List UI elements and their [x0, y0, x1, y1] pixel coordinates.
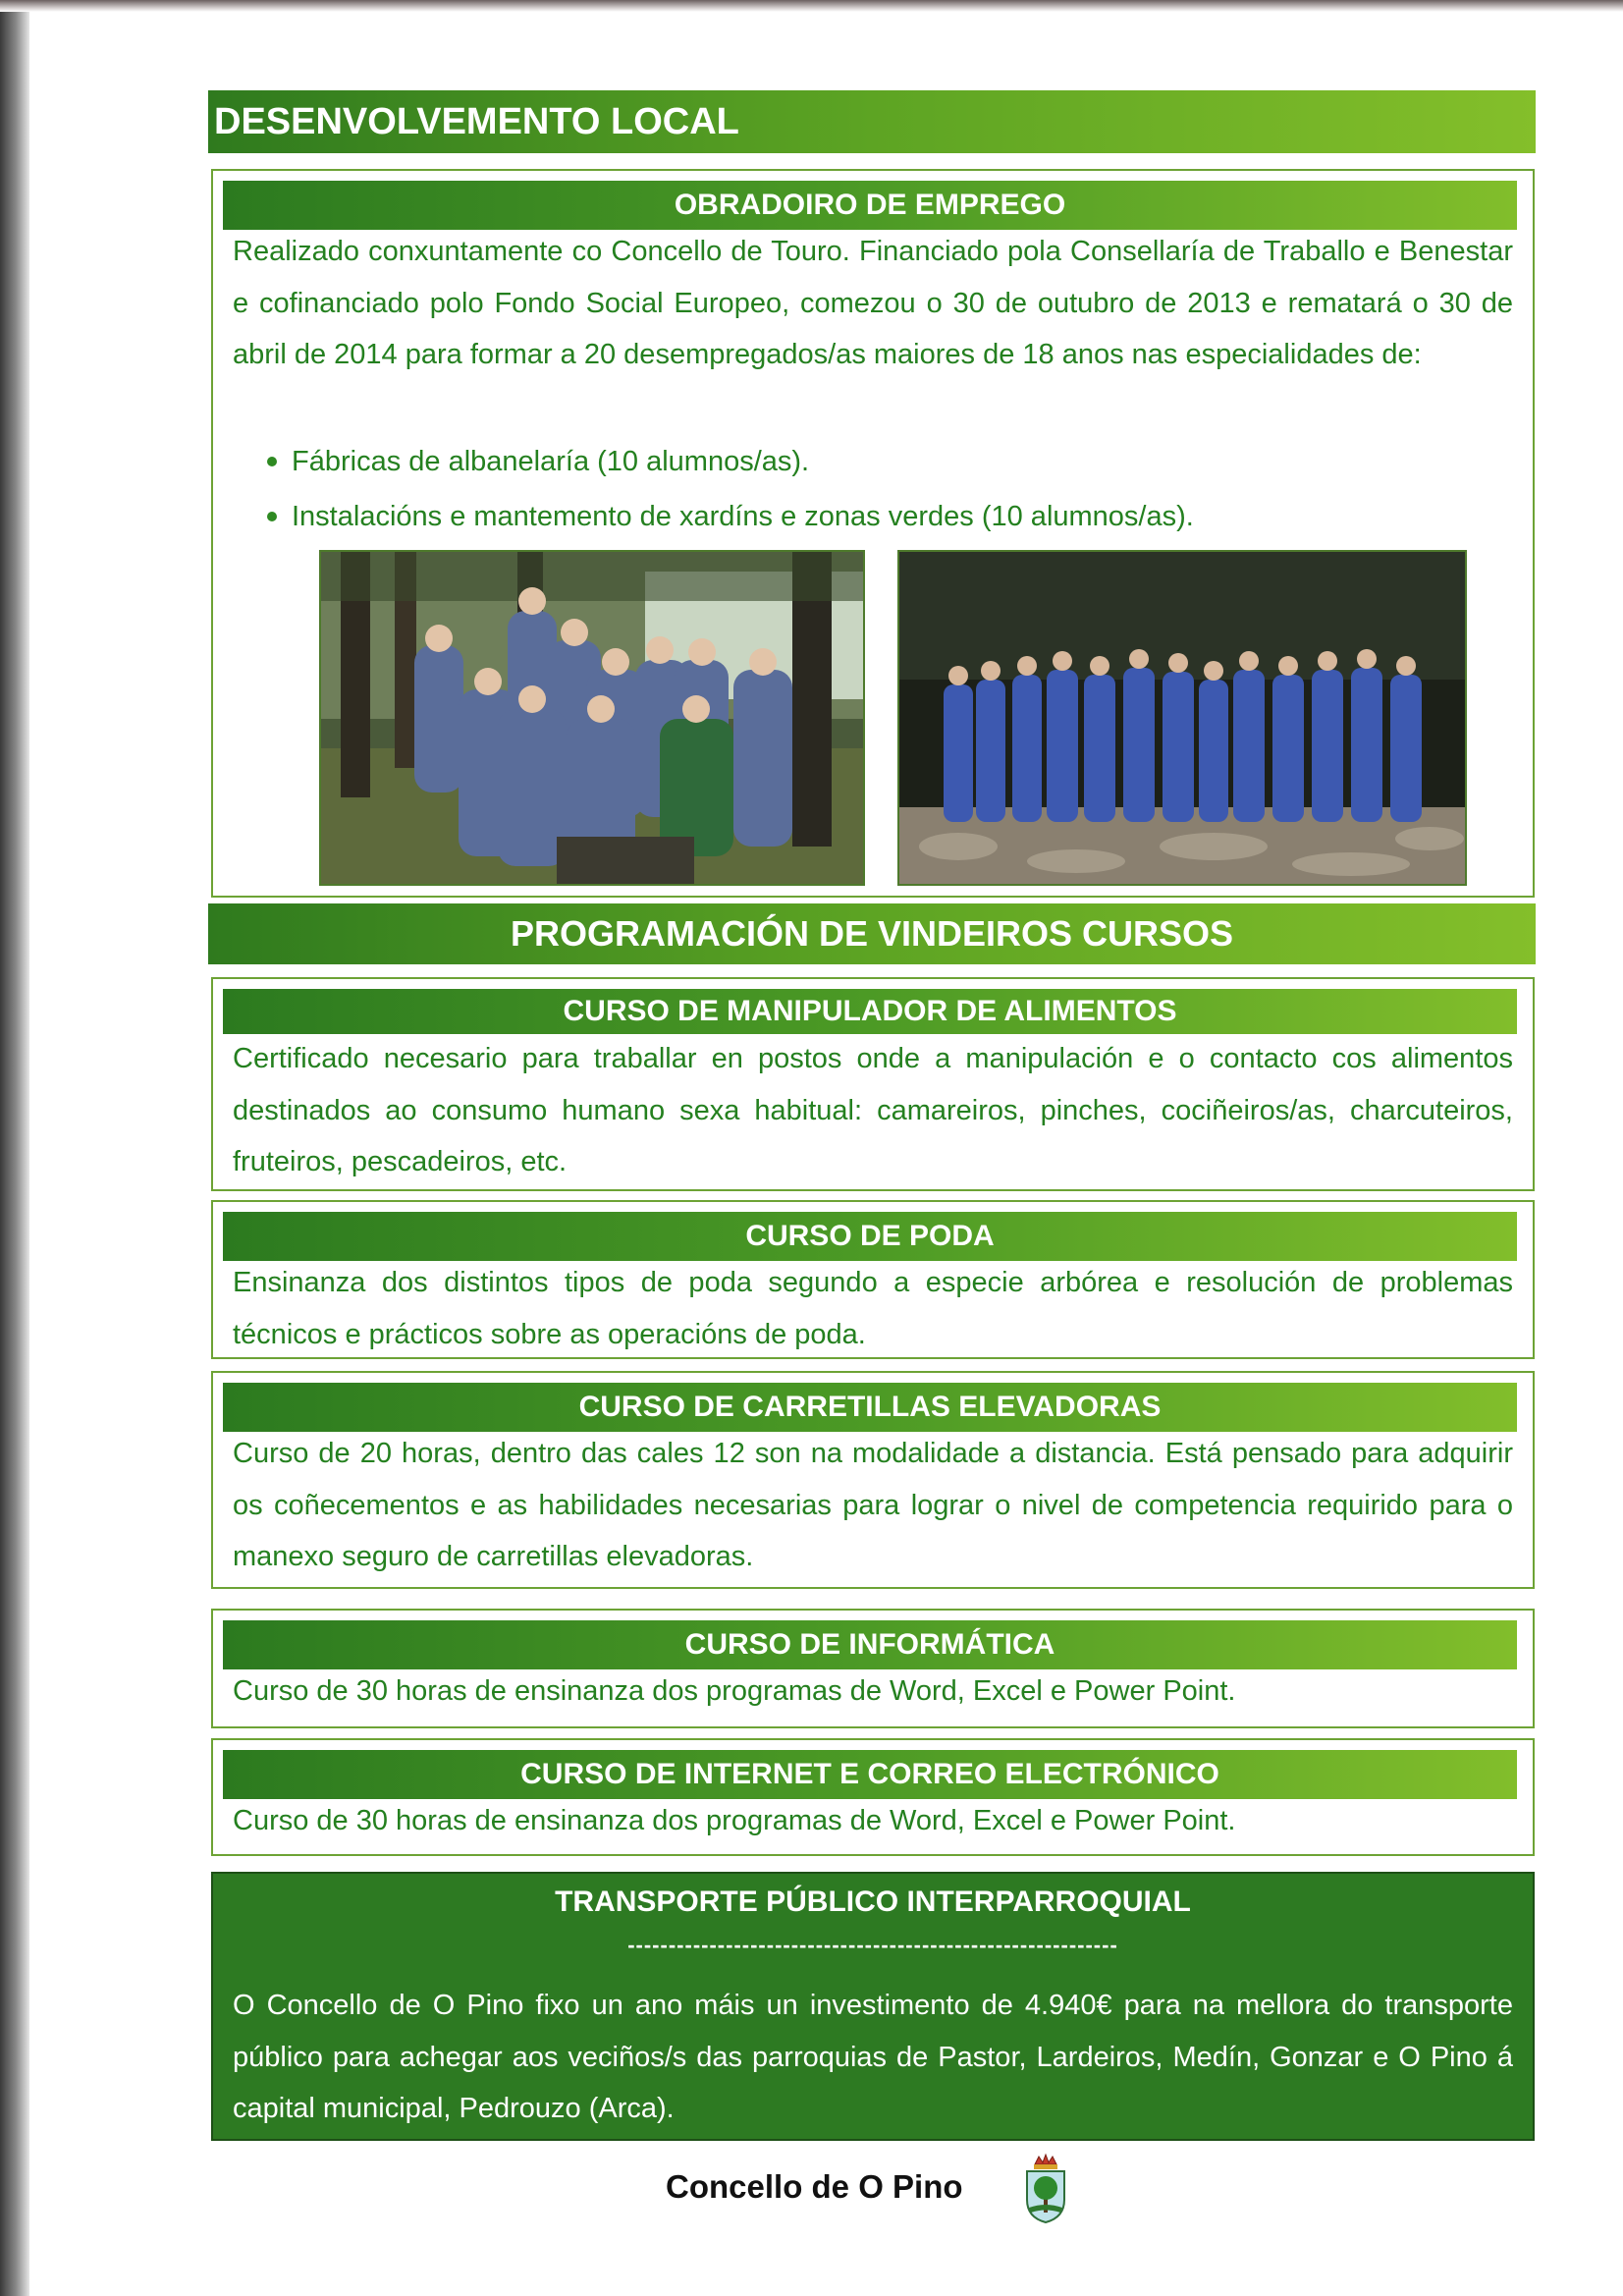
course-title-carretillas: CURSO DE CARRETILLAS ELEVADORAS: [223, 1383, 1517, 1432]
obradoiro-title: OBRADOIRO DE EMPREGO: [223, 181, 1517, 230]
course-title-poda: CURSO DE PODA: [223, 1212, 1517, 1261]
coat-of-arms-icon: [1021, 2151, 1070, 2224]
bullet-icon: [267, 457, 277, 466]
course-text-internet: Curso de 30 horas de ensinanza dos programas de Word, Excel e Power Point.: [233, 1805, 1236, 1836]
course-text-carretillas: Curso de 20 horas, dentro das cales 12 son na modalidade a distancia. Está pensado para adquirir os coñecementos e as habilidades necesarias para lograr o nivel de competencia requirido para o manexo seguro de carretillas elevadoras.: [233, 1438, 1513, 1572]
transport-box: [211, 1872, 1535, 2141]
course-title-alimentos: CURSO DE MANIPULADOR DE ALIMENTOS: [223, 989, 1517, 1034]
course-box-informatica: [211, 1609, 1535, 1728]
obradoiro-bullet-list: [233, 434, 1513, 544]
obradoiro-box: [211, 169, 1535, 898]
list-item-label: Fábricas de albanelaría (10 alumnos/as).: [292, 446, 810, 477]
photo-workers-illustration: [899, 552, 1467, 886]
group-photo-forest: [319, 550, 865, 886]
section-title: DESENVOLVEMENTO LOCAL: [208, 90, 1536, 153]
list-item: [233, 489, 1513, 544]
transport-title: TRANSPORTE PÚBLICO INTERPARROQUIAL: [555, 1886, 1191, 1918]
group-photo-workers: [897, 550, 1467, 886]
obradoiro-text: Realizado conxuntamente co Concello de Touro. Financiado pola Consellaría de Traballo e Benestar e cofinanciado polo Fondo Social Europeo, comezou o 30 de outubro de 2013 e rematará o 30 de abril de 2014 para formar a 20 desempregados/as maiores de 18 anos nas especialidades de:: [233, 236, 1513, 370]
photo-forest-illustration: [321, 552, 865, 886]
course-box-carretillas: [211, 1371, 1535, 1589]
course-box-internet: [211, 1738, 1535, 1856]
bullet-icon: [267, 512, 277, 521]
course-title-internet: CURSO DE INTERNET E CORREO ELECTRÓNICO: [223, 1750, 1517, 1799]
footer-name: Concello de O Pino: [666, 2168, 963, 2205]
course-text-informatica: Curso de 30 horas de ensinanza dos programas de Word, Excel e Power Point.: [233, 1675, 1236, 1707]
course-title-informatica: CURSO DE INFORMÁTICA: [223, 1620, 1517, 1669]
course-box-poda: [211, 1200, 1535, 1359]
course-text-alimentos: Certificado necesario para traballar en postos onde a manipulación e o contacto cos alimentos destinados ao consumo humano sexa habitual: camareiros, pinches, cociñeiros/as, charcuteiros, fruteiros, pescadeiros, etc.: [233, 1043, 1513, 1177]
course-box-alimentos: [211, 977, 1535, 1191]
course-text-poda: Ensinanza dos distintos tipos de poda segundo a especie arbórea e resolución de problemas técnicos e prácticos sobre as operacións de poda.: [233, 1267, 1513, 1350]
list-item-label: Instalacións e mantemento de xardíns e zonas verdes (10 alumnos/as).: [292, 501, 1194, 532]
list-item: [233, 434, 1513, 489]
programacion-title: PROGRAMACIÓN DE VINDEIROS CURSOS: [208, 903, 1536, 964]
transport-text: O Concello de O Pino fixo un ano máis un investimento de 4.940€ para na mellora do transporte público para achegar aos veciños/s das parroquias de Pastor, Lardeiros, Medín, Gonzar e O Pino á capital municipal, Pedrouzo (Arca).: [233, 1990, 1513, 2124]
transport-separator: ------------------------------------------------------------: [627, 1933, 1118, 1957]
